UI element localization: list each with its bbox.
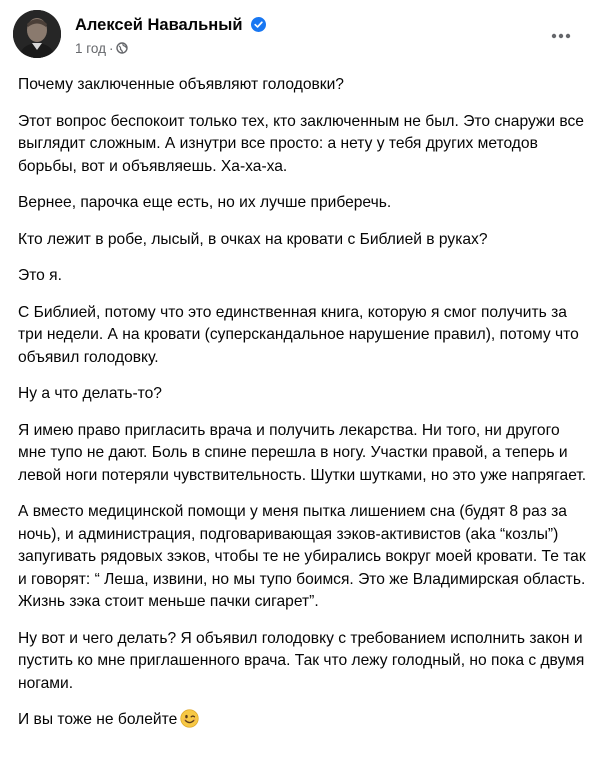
post-timestamp[interactable]: 1 год	[75, 41, 106, 56]
winking-face-emoji-icon	[180, 709, 199, 728]
meta-separator: ·	[108, 41, 114, 56]
post-text	[18, 74, 590, 746]
more-options-button[interactable]	[543, 18, 579, 54]
post-paragraph: С Библией, потому что это единственная книга, которую я смог получить за три недели. А на кровати (суперскандальное нарушение правил), потому что объявил голодовку.	[18, 303, 579, 366]
post-paragraph: Это я.	[18, 267, 62, 284]
post-paragraph: Я имею право пригласить врача и получить лекарства. Ни того, ни другого мне тупо не дают. Боль в спине перешла в ногу. Участки правой, а теперь и левой ноги потеряли чувствительность. Шутки шутками, но это уже напрягает.	[18, 421, 587, 484]
avatar[interactable]	[13, 10, 61, 58]
post-paragraph: Ну вот и чего делать? Я объявил голодовку с требованием исполнить закон и пустить ко мне приглашенного врача. Так что лежу голодный, но пока с двумя ногами.	[18, 629, 585, 692]
avatar-image	[13, 10, 61, 58]
post-paragraph: Кто лежит в робе, лысый, в очках на кровати с Библией в руках?	[18, 230, 488, 248]
author-name[interactable]: Алексей Навальный	[75, 16, 243, 34]
post-paragraph: Почему заключенные объявляют голодовки?	[18, 76, 344, 93]
post-paragraph: А вместо медицинской помощи у меня пытка лишением сна (будят 8 раз за ночь), и администрация, подговаривающая зэков-активистов (aka “козлы”) запугивать рядовых зэков, чтобы те не убирались вокруг моей кровати. Те так и говорят: “ Леша, извини, но мы тупо боимся. Это же Владимирская область. Жизнь зэка стоит меньше пачки сигарет”.	[18, 503, 586, 610]
author-name-row	[75, 16, 266, 35]
globe-icon[interactable]	[116, 42, 128, 54]
post-paragraph: Ну а что делать-то?	[18, 385, 162, 402]
post-closing-line	[18, 709, 590, 732]
verified-badge-icon	[251, 17, 266, 32]
post-paragraph: И вы тоже не болейте	[18, 711, 178, 728]
post-header	[13, 10, 593, 62]
more-options-icon	[551, 33, 571, 39]
post-paragraph: Этот вопрос беспокоит только тех, кто заключенным не был. Это снаружи все выглядит сложным. А изнутри все просто: а нету у тебя других методов борьбы, вот и объявляешь. Ха-ха-ха.	[18, 112, 584, 175]
post-meta	[75, 41, 128, 56]
post-paragraph: Вернее, парочка еще есть, но их лучше приберечь.	[18, 194, 392, 211]
